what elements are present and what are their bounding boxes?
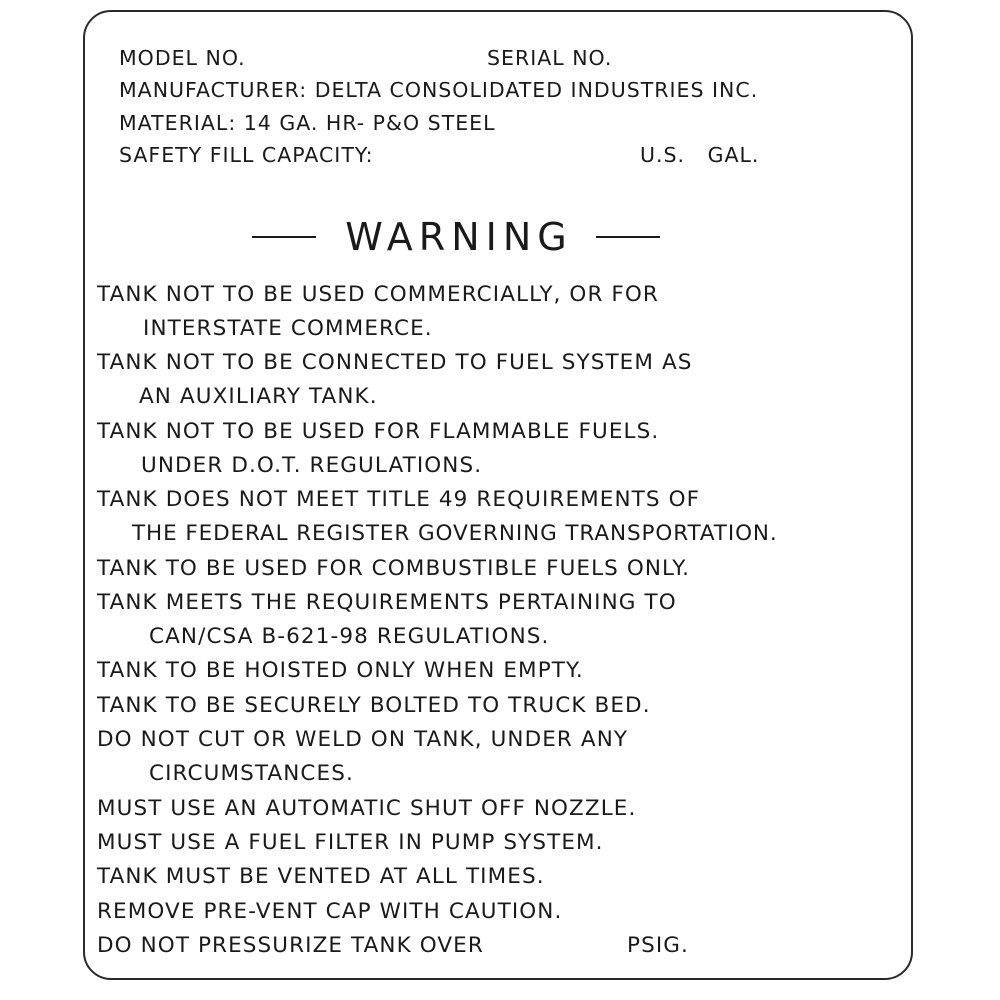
warning-title: WARNING (345, 215, 573, 259)
warning-line: THE FEDERAL REGISTER GOVERNING TRANSPORTATION. (132, 521, 778, 546)
serial-no-label: SERIAL NO. (487, 46, 613, 70)
warning-line: MUST USE A FUEL FILTER IN PUMP SYSTEM. (97, 830, 604, 855)
warning-line: CIRCUMSTANCES. (149, 761, 354, 786)
psig-unit: PSIG. (627, 933, 689, 958)
warning-line: TANK NOT TO BE USED FOR FLAMMABLE FUELS. (97, 419, 660, 444)
safety-fill-capacity-label: SAFETY FILL CAPACITY: (119, 143, 374, 167)
capacity-unit: U.S. GAL. (640, 143, 760, 167)
heading-rule-left (252, 236, 316, 238)
warning-line: AN AUXILIARY TANK. (139, 384, 378, 409)
warning-line: INTERSTATE COMMERCE. (143, 316, 433, 341)
warning-line: TANK DOES NOT MEET TITLE 49 REQUIREMENTS OF (97, 487, 701, 512)
warning-line: TANK NOT TO BE CONNECTED TO FUEL SYSTEM AS (97, 350, 693, 375)
manufacturer-line: MANUFACTURER: DELTA CONSOLIDATED INDUSTRIES INC. (119, 78, 759, 102)
warning-line: TANK MUST BE VENTED AT ALL TIMES. (97, 864, 545, 889)
warning-line: TANK NOT TO BE USED COMMERCIALLY, OR FOR (97, 282, 659, 307)
heading-rule-right (596, 236, 660, 238)
material-line: MATERIAL: 14 GA. HR- P&O STEEL (119, 111, 496, 135)
warning-heading (252, 214, 660, 260)
warning-line: REMOVE PRE-VENT CAP WITH CAUTION. (97, 899, 563, 924)
warning-line: TANK TO BE SECURELY BOLTED TO TRUCK BED. (97, 693, 651, 718)
warning-line: TANK MEETS THE REQUIREMENTS PERTAINING TO (97, 590, 677, 615)
warning-line: DO NOT PRESSURIZE TANK OVER (97, 933, 484, 958)
warning-line: TANK TO BE USED FOR COMBUSTIBLE FUELS ONLY. (97, 556, 691, 581)
warning-line: TANK TO BE HOISTED ONLY WHEN EMPTY. (97, 658, 584, 683)
warning-line: MUST USE AN AUTOMATIC SHUT OFF NOZZLE. (97, 796, 637, 821)
warning-line: CAN/CSA B-621-98 REGULATIONS. (149, 624, 550, 649)
model-no-label: MODEL NO. (119, 46, 246, 70)
warning-line: DO NOT CUT OR WELD ON TANK, UNDER ANY (97, 727, 629, 752)
warning-line: UNDER D.O.T. REGULATIONS. (141, 453, 483, 478)
